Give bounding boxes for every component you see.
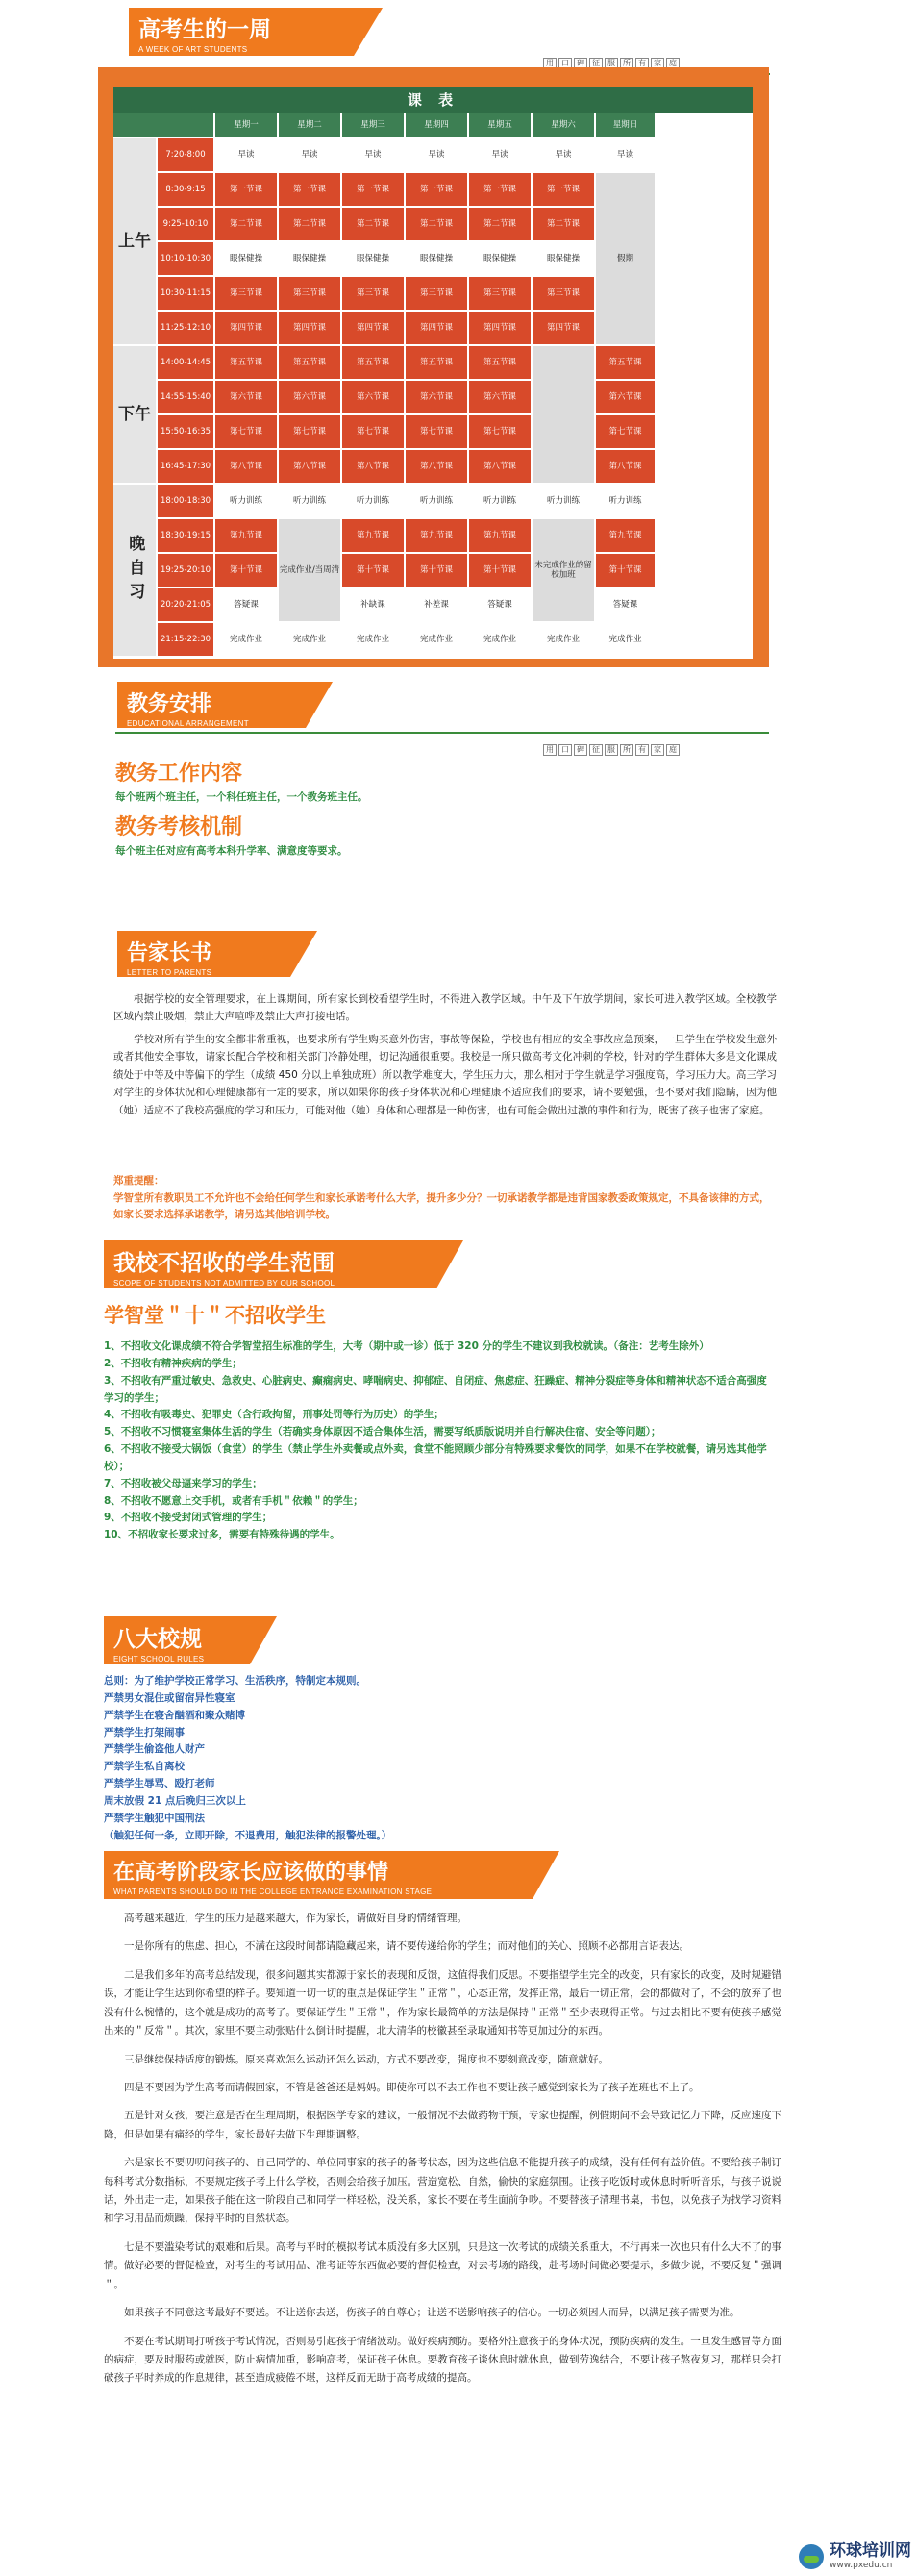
day-header: 星期一 [215,113,277,137]
tag-box: 家 [651,744,664,756]
class-cell: 听力训练 [596,485,655,517]
watermark-url: www.pxedu.cn [830,2561,893,2570]
class-cell: 第八节课 [342,450,404,483]
class-cell: 早读 [215,138,277,171]
time-slot: 14:00-14:45 [158,346,213,379]
notice-text: 学智堂所有教职员工不允许也不会给任何学生和家长承诺考什么大学，提升多少分？一切承诺教学都是违背国家教委政策规定，不具备该律的方式，如家长要求选择承诺教学，请另选其他培训学校。 [113,1192,770,1220]
time-slot: 14:55-15:40 [158,381,213,413]
tag-box: 碑 [574,744,587,756]
class-cell: 早读 [596,138,655,171]
tag-box: 用 [543,58,557,69]
parents-banner [104,1851,533,1899]
saturday-evening-block: 未完成作业的留校加班 [533,519,594,621]
watermark-text [830,2542,911,2570]
tag-box: 所 [620,58,633,69]
class-cell: 第八节课 [215,450,277,483]
letter-banner [117,931,290,977]
day-header: 星期五 [469,113,531,137]
parents-paragraph: 七是不要滥染考试的艰难和后果。高考与平时的模拟考试本质没有多大区别，只是这一次考试的成绩关系重大，不行再来一次也只有什么大不了的事情。做好必要的督促检查，对考生的考试用品、准考证等东西做必要的督促检查，对去考场的路线，赴考场时间做必要提示，多做少说，不要反复＂强调＂。 [104,2240,781,2290]
class-cell: 第五节课 [342,346,404,379]
academic-heading-2: 教务考核机制 [115,815,243,839]
class-cell: 完成作业 [406,623,467,656]
parents-title: 在高考阶段家长应该做的事情 [113,1861,389,1885]
class-cell: 第四节课 [279,312,340,344]
class-cell: 听力训练 [342,485,404,517]
time-slot: 21:15-22:30 [158,623,213,656]
class-cell: 第二节课 [279,208,340,240]
class-cell: 听力训练 [215,485,277,517]
class-cell: 第三节课 [469,277,531,310]
class-cell: 第一节课 [215,173,277,206]
tag-box: 所 [620,744,633,756]
rule-item: 严禁学生偷盗他人财产 [104,1743,205,1756]
class-cell: 第五节课 [406,346,467,379]
tag-box: 服 [605,744,618,756]
class-cell: 第八节课 [469,450,531,483]
class-cell: 第四节课 [342,312,404,344]
tag-box: 有 [635,744,649,756]
refuse-item: 1、不招收文化课成绩不符合学智堂招生标准的学生，大考（期中或一诊）低于 320 分的学生不建议到我校就读。（备注：艺考生除外） [104,1340,709,1352]
time-slot: 10:10-10:30 [158,242,213,275]
banner-triangle [306,682,333,728]
class-cell: 第四节课 [533,312,594,344]
class-cell: 第二节课 [469,208,531,240]
refuse-item: 6、不招收不接受大锅饭（食堂）的学生（禁止学生外卖餐或点外卖，食堂不能照顾少部分有特殊要求餐饮的同学，如果不在学校就餐，请另选其他学校）； [104,1443,767,1472]
globe-logo-icon [799,2544,824,2569]
banner-triangle [533,1851,559,1899]
refuse-item: 10、不招收家长要求过多，需要有特殊待遇的学生。 [104,1529,340,1541]
saturday-afternoon-block [533,346,594,483]
timetable [113,87,753,659]
time-slot: 18:00-18:30 [158,485,213,517]
class-cell: 第八节课 [596,450,655,483]
class-cell: 答疑课 [596,588,655,621]
header-banner [129,8,354,56]
class-cell: 第三节课 [533,277,594,310]
tag-box: 征 [589,58,603,69]
class-cell: 第三节课 [279,277,340,310]
class-cell: 第七节课 [596,415,655,448]
time-slot: 7:20-8:00 [158,138,213,171]
academic-subtitle: EDUCATIONAL ARRANGEMENT [127,719,249,728]
class-cell: 第一节课 [342,173,404,206]
watermark-name: 环球培训网 [830,2541,911,2562]
academic-text-1: 每个班两个班主任，一个科任班主任，一个教务班主任。 [115,791,368,803]
parents-paragraph: 五是针对女孩，要注意是否在生理周期，根据医学专家的建议，一般情况不去做药物干预，专家也提醒，例假期间不会导致记忆力下降，反应速度下降，但是如果有痛经的学生，家长最好去做下生理期调整。 [104,2110,781,2140]
refuse-item: 4、不招收有吸毒史、犯罪史（含行政拘留，刑事处罚等行为历史）的学生； [104,1409,444,1421]
class-cell: 眼保健操 [469,242,531,275]
period-morning: 上午 [113,138,156,344]
refuse-item: 3、不招收有严重过敏史、急救史、心脏病史、癫痫病史、哮喘病史、抑郁症、自闭症、焦虑症、狂躁症、精神分裂症等身体和精神状态不适合高强度学习的学生； [104,1374,767,1404]
class-cell: 第二节课 [342,208,404,240]
tag-box: 征 [589,744,603,756]
class-cell: 完成作业 [533,623,594,656]
class-cell: 第八节课 [406,450,467,483]
class-cell: 第五节课 [596,346,655,379]
class-cell: 第一节课 [406,173,467,206]
period-afternoon: 下午 [113,346,156,483]
class-cell: 第八节课 [279,450,340,483]
tag-box: 口 [558,744,572,756]
page-title: 高考生的一周 [138,17,271,42]
refuse-item: 5、不招收不习惯寝室集体生活的学生（若确实身体原因不适合集体生活，需要写纸质版说明并自行解决住宿、安全等问题）； [104,1426,661,1438]
class-cell: 第三节课 [406,277,467,310]
rule-item: 严禁学生在寝舍酗酒和聚众赌博 [104,1709,245,1721]
day-header: 星期四 [406,113,467,137]
class-cell: 第一节课 [469,173,531,206]
day-header: 星期三 [342,113,404,137]
class-cell: 听力训练 [469,485,531,517]
class-cell: 第四节课 [406,312,467,344]
class-cell: 第七节课 [215,415,277,448]
refuse-title: 我校不招收的学生范围 [113,1251,335,1276]
refuse-subtitle: SCOPE OF STUDENTS NOT ADMITTED BY OUR SCHOOL [113,1279,335,1288]
class-cell: 第七节课 [342,415,404,448]
class-cell: 第五节课 [469,346,531,379]
rules-banner [104,1616,250,1664]
parents-paragraph: 三是继续保持适度的锻炼。原来喜欢怎么运动还怎么运动，方式不要改变，强度也不要刻意改变，随意就好。 [124,2053,608,2065]
class-cell: 第六节课 [469,381,531,413]
refuse-banner [104,1240,436,1288]
class-cell: 第七节课 [406,415,467,448]
day-header: 星期二 [279,113,340,137]
time-slot: 11:25-12:10 [158,312,213,344]
rule-item: 周末放假 21 点后晚归三次以上 [104,1794,246,1807]
class-cell: 第九节课 [469,519,531,552]
class-cell: 早读 [342,138,404,171]
tuesday-evening-block: 完成作业/当周清 [279,519,340,621]
class-cell: 早读 [406,138,467,171]
refuse-list [104,1338,777,1544]
class-cell: 完成作业 [469,623,531,656]
rule-item: 严禁学生辱骂、殴打老师 [104,1778,215,1790]
class-cell: 第九节课 [215,519,277,552]
rules-subtitle: EIGHT SCHOOL RULES [113,1655,205,1663]
banner-triangle [436,1240,463,1288]
rule-item: 总则：为了维护学校正常学习、生活秩序，特制定本规则。 [104,1675,366,1687]
class-cell: 第二节课 [533,208,594,240]
time-slot: 8:30-9:15 [158,173,213,206]
parents-paragraph: 高考越来越近，学生的压力是越来越大，作为家长，请做好自身的情绪管理。 [124,1913,467,1924]
class-cell: 第五节课 [279,346,340,379]
refuse-item: 8、不招收不愿意上交手机，或者有手机＂依赖＂的学生； [104,1494,363,1507]
time-slot: 15:50-16:35 [158,415,213,448]
class-cell: 第十节课 [342,554,404,587]
class-cell: 眼保健操 [406,242,467,275]
parents-paragraph: 六是家长不要叨叨问孩子的、自己同学的、单位同事家的孩子的备考状态，因为这些信息不能提升孩子的成绩，没有任何有益价值。不要给孩子制订每科考试分数指标，不要规定孩子考上什么学校，否则会给孩子加压。营造宽松、自然，偷快的家庭氛围。让孩子吃饭时或休息时听听音乐，与孩子说说话，外出走一走，如果孩子能在这一阶段自己和同学一样轻松，没关系，家长不要在考生面前争吵。不要替孩子清理书桌，书包，以免孩子为找学习资料和学习用品而烦躁，保持平时的自然状态。 [104,2157,781,2225]
academic-tags [543,744,680,756]
class-cell: 第十节课 [215,554,277,587]
parents-paragraph: 不要在考试期间打听孩子考试情况，否则易引起孩子情绪波动。做好疾病预防。要格外注意孩子的身体状况，预防疾病的发生。一旦发生感冒等方面的病症，要及时服药或就医，防止病情加重，影响高考，保证孩子休息。要教育孩子谈休息时就休息，做到劳逸结合，不要让孩子熬夜复习，那样只会打破孩子平时养成的作息规律，甚至造成疲倦不堪，这样反而无助于高考成绩的提高。 [104,2335,781,2385]
class-cell: 第九节课 [342,519,404,552]
class-cell: 早读 [533,138,594,171]
class-cell: 第九节课 [596,519,655,552]
class-cell: 第十节课 [596,554,655,587]
class-cell: 听力训练 [533,485,594,517]
class-cell: 第九节课 [406,519,467,552]
timetable-frame [98,67,769,667]
class-cell: 早读 [279,138,340,171]
class-cell: 第四节课 [215,312,277,344]
class-cell: 早读 [469,138,531,171]
class-cell: 第六节课 [215,381,277,413]
tag-box: 庭 [666,58,680,69]
page-subtitle: A WEEK OF ART STUDENTS [138,45,248,54]
class-cell: 第一节课 [533,173,594,206]
banner-triangle [354,8,383,56]
academic-banner [117,682,306,728]
sunday-holiday: 假期 [596,173,655,344]
academic-heading-1: 教务工作内容 [115,762,243,786]
class-cell: 第六节课 [596,381,655,413]
time-slot: 9:25-10:10 [158,208,213,240]
rule-item: （触犯任何一条，立即开除，不退费用，触犯法律的报警处理。） [104,1829,392,1841]
tag-box: 庭 [666,744,680,756]
class-cell: 第二节课 [215,208,277,240]
day-header: 星期六 [533,113,594,137]
time-slot: 10:30-11:15 [158,277,213,310]
class-cell: 完成作业 [342,623,404,656]
rule-item: 严禁学生私自离校 [104,1761,185,1773]
timetable-corner [113,113,213,137]
academic-rule [115,732,769,734]
time-slot: 19:25-20:10 [158,554,213,587]
timetable-title: 课 表 [113,87,753,113]
class-cell: 第六节课 [406,381,467,413]
class-cell: 第五节课 [215,346,277,379]
time-slot: 18:30-19:15 [158,519,213,552]
time-slot: 20:20-21:05 [158,588,213,621]
class-cell: 完成作业 [279,623,340,656]
banner-triangle [250,1616,277,1664]
parents-paragraph: 二是我们多年的高考总结发现，很多问题其实都源于家长的表现和反馈，这值得我们反思。不要指望学生完全的改变，只有家长的改变，及时规避错误，才能让学生达到你希望的样子。要知道一切一切的重点是保证学生＂正常＂，心态正常，发挥正常，最后一切正常，会的都做对了，不会的放弃了也没有什么惋惜的，这个就是成功的高考了。要保证学生＂正常＂，作为家长最简单的方法是保持＂正常＂至少表现得正常。与过去相比不要有使孩子感觉出来的＂反常＂。其次，家里不要主动张贴什么倒计时提醒，北大清华的校徽甚至录取通知书等更加过分的东西。 [104,1968,781,2038]
class-cell: 眼保健操 [533,242,594,275]
class-cell: 眼保健操 [279,242,340,275]
class-cell: 第七节课 [279,415,340,448]
tag-box: 用 [543,744,557,756]
banner-triangle [290,931,317,977]
class-cell: 完成作业 [596,623,655,656]
parents-paragraph: 四是不要因为学生高考而请假回家，不管是爸爸还是妈妈。即使你可以不去工作也不要让孩子感觉到家长为了孩子连班也不上了。 [124,2081,700,2093]
letter-title: 告家长书 [127,941,212,965]
parents-paragraph: 如果孩子不同意这考最好不要送。不让送你去送，伤孩子的自尊心；让送不送影响孩子的信心。一切必须因人而异，以满足孩子需要为准。 [124,2307,740,2319]
tag-box: 口 [558,58,572,69]
class-cell: 听力训练 [406,485,467,517]
parents-paragraph: 一是你所有的焦虑、担心，不满在这段时间都请隐藏起来，请不要传递给你的学生；而对他们的关心、照顾不必都用言语表达。 [124,1940,689,1953]
watermark [799,2542,911,2570]
class-cell: 补差课 [406,588,467,621]
class-cell: 眼保健操 [342,242,404,275]
refuse-item: 7、不招收被父母逼来学习的学生； [104,1477,262,1489]
class-cell: 第十节课 [406,554,467,587]
class-cell: 第六节课 [279,381,340,413]
rules-list [104,1673,777,1844]
notice-title: 郑重提醒： [113,1175,164,1187]
class-cell: 完成作业 [215,623,277,656]
class-cell: 第三节课 [342,277,404,310]
rules-title: 八大校规 [113,1627,202,1652]
time-slot: 16:45-17:30 [158,450,213,483]
class-cell: 听力训练 [279,485,340,517]
class-cell: 第七节课 [469,415,531,448]
tag-box: 碑 [574,58,587,69]
rule-item: 严禁学生打架闹事 [104,1726,185,1738]
refuse-heading: 学智堂＂十＂不招收学生 [104,1304,326,1327]
letter-paragraph-1: 根据学校的安全管理要求，在上课期间，所有家长到校看望学生时，不得进入教学区域。中午及下午放学期间，家长可进入教学区域。全校教学区域内禁止吸烟，禁止大声喧哗及禁止大声打接电话。 [113,993,777,1023]
tag-box: 服 [605,58,618,69]
refuse-item: 9、不招收不接受封闭式管理的学生； [104,1512,273,1524]
class-cell: 第六节课 [342,381,404,413]
tag-box: 家 [651,58,664,69]
class-cell: 眼保健操 [215,242,277,275]
class-cell: 第十节课 [469,554,531,587]
letter-subtitle: LETTER TO PARENTS [127,968,212,977]
day-header: 星期日 [596,113,655,137]
academic-text-2: 每个班主任对应有高考本科升学率、满意度等要求。 [115,845,348,857]
class-cell: 补缺课 [342,588,404,621]
class-cell: 第三节课 [215,277,277,310]
class-cell: 第一节课 [279,173,340,206]
parents-subtitle: WHAT PARENTS SHOULD DO IN THE COLLEGE ENTRANCE EXAMINATION STAGE [113,1888,433,1896]
class-cell: 第四节课 [469,312,531,344]
tag-box: 有 [635,58,649,69]
refuse-item: 2、不招收有精神疾病的学生； [104,1357,242,1369]
academic-title: 教务安排 [127,692,212,716]
class-cell: 第二节课 [406,208,467,240]
rule-item: 严禁学生触犯中国刑法 [104,1812,205,1824]
class-cell: 答疑课 [215,588,277,621]
rule-item: 严禁男女混住或留宿异性寝室 [104,1691,235,1704]
letter-paragraph-2: 学校对所有学生的安全都非常重视，也要求所有学生购买意外伤害，事故等保险，学校也有相应的安全事故应急预案，一旦学生在学校发生意外或者其他安全事故，请家长配合学校和相关部门冷静处理，切记沟通很重要。我校是一所只做高考文化冲刺的学校，针对的学生群体大多是文化课成绩处于中等及中等偏下的学生（成绩 450 分以上单独成班）所以教学难度大，学生压力大，那么相对于学生就是学习强度高，学习压力大。高三学习对学生的身体状况和心理健康都有一定的要求，所以如果你的孩子身体状况和心理健康不适应我们的要求，请不要勉强，也不要对我们隐瞒，因为他（她）适应不了我校高强度的学习和压力，可能对他（她）身体和心理都是一种伤害，也有可能会做出过激的事件和行为，既害了孩子也害了家庭。 [113,1034,777,1116]
class-cell: 答疑课 [469,588,531,621]
period-evening: 晚自习 [113,485,156,656]
parents-paragraphs [104,1910,781,2398]
